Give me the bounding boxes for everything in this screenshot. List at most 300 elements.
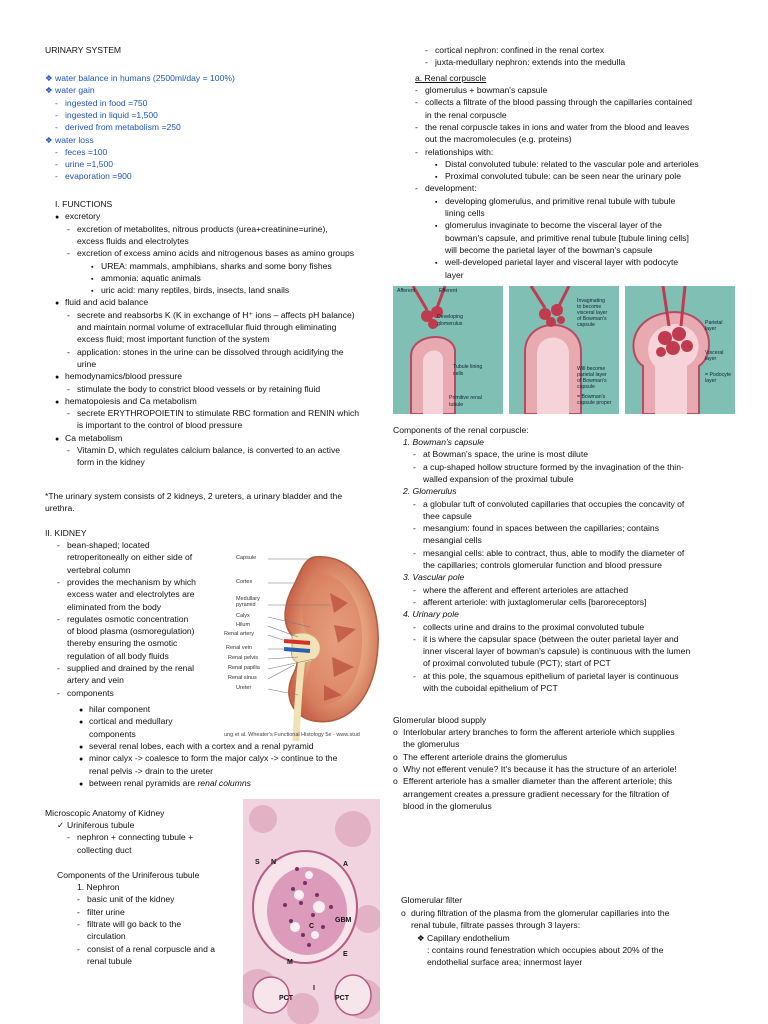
list-item: [67, 235, 189, 247]
bullet-marker: -: [413, 449, 416, 460]
figure-label: Capsule: [236, 555, 257, 561]
bullet-marker: -: [77, 894, 80, 905]
bullet-marker: -: [415, 97, 418, 108]
list-item: [417, 956, 582, 968]
list-item: [57, 687, 114, 699]
figure-label: GBM: [335, 917, 352, 924]
bullet-marker: -: [415, 85, 418, 95]
list-item-text: retroperitoneally on either side of: [67, 552, 193, 563]
list-item-text: excess fluid; most important function of the system: [77, 334, 270, 345]
list-item-text: renal tubule, filtrate passes through 3 layers:: [411, 920, 581, 931]
glomerular-filter-heading: Glomerular filter: [401, 895, 463, 905]
list-item: [413, 645, 690, 657]
list-item-text: the glomerulus: [403, 739, 460, 750]
list-item: [413, 448, 588, 460]
list-item: [417, 932, 510, 944]
list-item: [57, 564, 131, 576]
list-item: [413, 498, 684, 510]
list-item-text: out the macromolecules (e.g. proteins): [425, 134, 572, 145]
kidney-heading: II. KIDNEY: [45, 528, 87, 538]
list-item: [67, 247, 354, 259]
list-item-text: 4. Urinary pole: [403, 609, 459, 620]
list-item-text: afferent arteriole: with juxtaglomerular cells [baroreceptors]: [423, 596, 647, 607]
bullet-marker: -: [67, 309, 70, 320]
list-item-text: components: [89, 728, 136, 739]
list-item-text: at this pole, the squamous epithelium of parietal layer is continuous: [423, 670, 679, 681]
list-item-text: glomerulus + bowman's capsule: [425, 85, 548, 95]
figure-label: layer: [705, 378, 717, 384]
list-item-text: water gain: [55, 85, 95, 96]
list-item-text: developing glomerulus, and primitive renal tubule with tubule: [445, 195, 676, 206]
list-item-text: development:: [425, 183, 477, 194]
list-item-text: eliminated from the body: [67, 601, 162, 612]
figure-label: capsule: [577, 322, 595, 328]
list-item-text: glomerulus invaginate to become the visceral layer of the: [445, 220, 662, 231]
list-item: [413, 559, 662, 571]
list-item: [401, 907, 669, 919]
bullet-marker: -: [55, 171, 58, 182]
list-item-text: 2. Glomerulus: [403, 486, 457, 497]
list-item-text: vertebral column: [67, 564, 131, 575]
list-item: [79, 728, 136, 740]
list-item: [425, 56, 625, 68]
list-item-text: relationships with:: [425, 146, 494, 157]
figure-label: Medullary: [236, 596, 260, 602]
blood-supply-heading: Glomerular blood supply: [393, 715, 487, 725]
bullet-marker: -: [57, 687, 60, 698]
list-item: [393, 436, 484, 448]
list-item-text: lining cells: [445, 208, 485, 218]
list-item-text: hemodynamics/blood pressure: [65, 371, 183, 382]
bullet-marker: ●: [79, 780, 84, 788]
figure-label: Tubule lining: [453, 364, 483, 370]
list-item: [57, 625, 195, 637]
list-item: [67, 358, 96, 370]
list-item: [393, 738, 459, 750]
figure-label: Calyx: [236, 613, 250, 619]
bullet-marker: ▪: [91, 275, 94, 283]
bullet-marker: ●: [55, 374, 60, 382]
list-item: [67, 456, 145, 468]
figure-label: visceral layer: [577, 310, 608, 316]
list-item: [67, 346, 344, 358]
list-item-text: of proximal convoluted tubule (PCT); start of PCT: [423, 658, 611, 669]
list-item-text: : contains round fenestration which occupies about 20% of the: [427, 944, 664, 955]
list-item-text: endothelial surface area; innermost layer: [427, 957, 583, 968]
figure-label: S: [255, 859, 260, 866]
list-item: [67, 444, 340, 456]
list-item-text: a globular tuft of convoluted capillaries that occupies the concavity of: [423, 498, 685, 509]
list-item: [413, 522, 659, 534]
list-item-text: cortical and medullary: [89, 716, 173, 727]
list-item: [393, 800, 492, 812]
list-item: [77, 918, 181, 930]
list-item-text: application: stones in the urine can be dissolved through acidifying the: [77, 346, 344, 357]
list-item: [435, 232, 689, 244]
bullet-marker: -: [67, 383, 70, 394]
list-item-text: artery and vein: [67, 675, 124, 686]
bullet-marker: -: [55, 109, 58, 120]
bullet-marker: -: [57, 540, 60, 550]
list-item-text: excretion of metabolites, nitrous products (urea+creatinine=urine),: [77, 223, 328, 234]
list-item-text: consist of a renal corpuscle and a: [87, 943, 216, 954]
list-item-text: urine =1,500: [65, 159, 114, 170]
list-item-text: renal pelvis -> drain to the ureter: [89, 765, 213, 776]
list-item: [413, 670, 679, 682]
bullet-marker: ❖: [45, 73, 53, 83]
list-item: [79, 777, 251, 791]
bullet-marker: ▪: [435, 198, 438, 206]
list-item-text: thee capsule: [423, 510, 472, 521]
bullet-marker: -: [413, 670, 416, 681]
figure-label: Renal artery: [224, 631, 254, 637]
figure-label: parietal layer: [577, 372, 607, 378]
list-item: [67, 419, 242, 431]
list-item-text: stimulate the body to constrict blood vessels or by retaining fluid: [77, 383, 321, 394]
bullet-marker: -: [413, 596, 416, 607]
doc-title: URINARY SYSTEM: [45, 45, 122, 55]
list-item: [79, 765, 213, 777]
list-item-text: between renal pyramids are: [89, 777, 198, 788]
bullet-marker: -: [55, 122, 58, 133]
system-note-cont: urethra.: [45, 503, 75, 513]
list-item-text: water loss: [55, 134, 94, 145]
list-item: [413, 584, 628, 596]
list-item-text: uric acid: many reptiles, birds, insects, land snails: [101, 285, 290, 296]
list-item-text: walled expansion of the proximal tubule: [423, 473, 574, 484]
list-item-text: collects urine and drains to the proximal convoluted tubule: [423, 621, 645, 632]
list-item-text: thereby ensuring the osmotic: [67, 638, 178, 649]
list-item-text: 1. Bowman's capsule: [403, 437, 484, 447]
list-item: [57, 539, 150, 551]
system-note: *The urinary system consists of 2 kidneys, 2 ureters, a urinary bladder and the: [45, 491, 343, 501]
histology-figure: [243, 799, 380, 1024]
list-item: [393, 608, 459, 620]
list-item: [57, 601, 161, 613]
figure-label: Renal vein: [226, 645, 252, 651]
list-item-text: I. FUNCTIONS: [55, 199, 113, 209]
list-item-text: form in the kidney: [77, 457, 145, 468]
list-item-text: excess water and electrolytes are: [67, 589, 195, 600]
list-item: [57, 613, 188, 625]
uriniferous-components-heading: Components of the Uriniferous tubule: [57, 870, 200, 880]
figure-label: Parietal: [705, 320, 723, 326]
list-item: [393, 775, 672, 787]
bullet-marker: o: [393, 751, 398, 762]
corpuscle-development-figure: [393, 286, 735, 414]
list-item: [67, 333, 270, 345]
list-item-text: layer: [445, 269, 464, 280]
list-item-text: inner visceral layer of bowman's capsule) is continuous with the lumen: [423, 646, 691, 657]
list-item-text: Why not efferent venule? It's because it has the structure of an arteriole!: [403, 763, 677, 774]
figure-label: I: [313, 985, 315, 992]
list-item: [45, 72, 235, 84]
list-item-text: blood in the glomerulus: [403, 800, 492, 811]
list-item: [415, 121, 689, 133]
list-item: [413, 682, 558, 694]
list-item: [417, 944, 663, 956]
list-item: [57, 637, 177, 649]
kidney-illustration: [222, 545, 382, 741]
bullet-marker: ●: [55, 435, 60, 443]
list-item-text: where the afferent and efferent arterioles are attached: [423, 584, 629, 595]
list-item-text: collecting duct: [77, 844, 132, 855]
list-item-text: at Bowman's space, the urine is most dilute: [423, 449, 589, 460]
list-item-text: filter urine: [87, 906, 125, 917]
bullet-marker: ▪: [435, 161, 438, 169]
bullet-marker: ❖: [45, 85, 53, 96]
renal-corpuscle-heading: a. Renal corpuscle: [415, 73, 487, 83]
list-item-text: secrete ERYTHROPOIETIN to stimulate RBC formation and RENIN which: [77, 408, 360, 419]
list-item-text: Efferent arteriole has a smaller diameter than the afferent arteriole; this: [403, 776, 673, 787]
list-item: [55, 97, 147, 109]
list-item: [393, 485, 457, 497]
list-item: [67, 844, 131, 856]
list-item: [415, 146, 493, 158]
corpuscle-components-heading: Components of the renal corpuscle:: [393, 425, 529, 435]
bullet-marker: o: [393, 776, 398, 787]
figure-label: PCT: [279, 995, 293, 1002]
bullet-marker: -: [77, 906, 80, 917]
list-item-text: well-developed parietal layer and visceral layer with podocyte: [445, 257, 679, 268]
bullet-marker: -: [55, 97, 58, 108]
figure-label: Primitive renal: [449, 395, 482, 401]
figure-label: M: [287, 959, 293, 966]
list-item-text: fluid and acid balance: [65, 297, 149, 308]
figure-label: cells: [453, 371, 464, 377]
bullet-marker: -: [415, 146, 418, 157]
list-item-text: excess fluids and electrolytes: [77, 235, 189, 246]
list-item-text: hilar component: [89, 704, 151, 714]
list-item-text: cortical nephron: confined in the renal cortex: [435, 45, 605, 55]
list-item-text: a cup-shaped hollow structure formed by the invagination of the thin-: [423, 461, 684, 472]
bullet-marker: ●: [55, 398, 60, 406]
bullet-marker: -: [413, 461, 416, 472]
list-item-text: with the cuboidal epithelium of PCT: [423, 683, 558, 693]
figure-label: capsule proper: [577, 400, 612, 406]
list-item: [55, 121, 181, 133]
list-item-text: filtrate will go back to the: [87, 918, 182, 929]
list-item: [57, 819, 134, 831]
list-item-text: hematopoiesis and Ca metabolism: [65, 395, 197, 406]
bullet-marker: -: [67, 832, 70, 843]
list-item: [67, 223, 328, 235]
list-item: [77, 943, 215, 955]
bullet-marker: ●: [79, 719, 84, 727]
bullet-marker: -: [67, 223, 70, 234]
list-item-text: of blood plasma (osmoregulation): [67, 626, 195, 637]
list-item: [55, 146, 107, 158]
list-item-text: Proximal convoluted tubule: can be seen near the urinary pole: [445, 171, 681, 182]
list-item: [415, 109, 507, 121]
figure-label: Hilum: [236, 622, 251, 628]
list-item: [401, 919, 580, 931]
list-item: [413, 510, 472, 522]
list-item-text: mesangium: found in spaces between the capillaries; contains: [423, 523, 659, 534]
list-item: [77, 930, 126, 942]
list-item-text: will become the parietal layer of the bowman's capsule: [445, 244, 653, 255]
list-item-text: derived from metabolism =250: [65, 122, 181, 133]
figure-label: Renal pelvis: [228, 655, 258, 661]
list-item-text: ammonia: aquatic animals: [101, 272, 201, 283]
list-item: [67, 881, 120, 893]
list-item: [415, 84, 547, 96]
bullet-marker: ●: [55, 214, 60, 222]
list-item-text: Vitamin D, which regulates calcium balance, is converted to an active: [77, 445, 341, 455]
list-item: [57, 662, 194, 674]
figure-label: Ureter: [236, 685, 252, 691]
list-item: [55, 170, 132, 182]
bullet-marker: -: [67, 248, 70, 259]
bullet-marker: ▪: [91, 288, 94, 296]
list-item-italic: renal columns: [197, 777, 251, 788]
figure-label: Renal papilla: [228, 665, 260, 671]
development-illustration: [393, 286, 735, 414]
bullet-marker: -: [57, 613, 60, 624]
figure-label: E: [343, 951, 348, 958]
list-item: [67, 383, 320, 395]
list-item: [415, 96, 692, 108]
list-item: [435, 256, 678, 270]
bullet-marker: ❖: [45, 134, 53, 145]
list-item-text: minor calyx -> coalesce to form the major calyx -> continue to the: [89, 753, 338, 764]
list-item: [55, 109, 158, 121]
figure-label: capsule: [577, 384, 595, 390]
list-item-text: The efferent arteriole drains the glomerulus: [403, 751, 568, 762]
bullet-marker: -: [67, 445, 70, 455]
list-item-text: ingested in liquid =1,500: [65, 109, 158, 120]
list-item-text: Distal convoluted tubule: related to the vascular pole and arterioles: [445, 158, 699, 169]
figure-label: pyramid: [236, 602, 256, 608]
bullet-marker: -: [67, 346, 70, 357]
figure-label: Efferent: [439, 288, 458, 294]
list-item: [393, 788, 669, 800]
list-item: [435, 269, 464, 281]
figure-label: = Podocyte: [705, 372, 732, 378]
figure-label: Will become: [577, 366, 606, 372]
bullet-marker: -: [425, 57, 428, 68]
list-item: [415, 133, 572, 145]
list-item: [413, 534, 482, 546]
bullet-marker: ✓: [57, 820, 65, 830]
list-item-text: during filtration of the plasma from the glomerular capillaries into the: [411, 908, 670, 918]
list-item: [413, 461, 684, 473]
list-item: [57, 551, 192, 563]
figure-label: = Bowman's: [577, 394, 606, 400]
list-item-text: in the renal corpuscle: [425, 109, 507, 120]
figure-label: glomerulus: [437, 321, 463, 327]
list-item-text: mesangial cells: [423, 535, 482, 546]
list-item-text: evaporation =900: [65, 171, 132, 182]
bullet-marker: ▪: [435, 223, 438, 231]
list-item-text: feces =100: [65, 146, 108, 157]
figure-label: A: [343, 861, 349, 868]
list-item: [45, 134, 94, 146]
list-item-text: circulation: [87, 931, 126, 942]
bullet-marker: ●: [79, 743, 84, 751]
list-item: [57, 674, 124, 686]
bullet-marker: -: [57, 663, 60, 673]
list-item: [435, 207, 485, 219]
list-item-text: supplied and drained by the renal: [67, 663, 195, 673]
bullet-marker: -: [57, 576, 60, 587]
figure-label: Visceral: [705, 350, 724, 356]
list-item: [393, 726, 675, 738]
list-item: [393, 571, 464, 583]
list-item-text: excretory: [65, 211, 101, 222]
list-item-text: it is where the capsular space (between the outer parietal layer and: [423, 633, 679, 644]
figure-label: N: [271, 859, 277, 866]
bullet-marker: -: [77, 943, 80, 954]
list-item-text: bean-shaped; located: [67, 540, 150, 550]
histology-micrograph: [243, 799, 380, 1024]
bullet-marker: -: [413, 584, 416, 595]
bullet-marker: ●: [79, 707, 84, 714]
list-item-text: Uriniferous tubule: [67, 820, 135, 830]
bullet-marker: ●: [79, 756, 84, 764]
figure-label: Developing: [437, 314, 463, 320]
bullet-marker: o: [393, 763, 398, 774]
list-item: [57, 588, 195, 600]
list-item-text: renal tubule: [87, 955, 132, 966]
list-item: [55, 158, 113, 170]
list-item: [45, 84, 95, 96]
list-item: [67, 309, 355, 321]
list-item: [425, 44, 604, 56]
list-item-text: ingested in food =750: [65, 97, 148, 108]
list-item: [45, 198, 112, 210]
bullet-marker: -: [413, 621, 416, 632]
list-item: [413, 473, 573, 485]
list-item-text: bowman's capsule, and primitive renal tubule [tubule lining cells]: [445, 232, 689, 243]
kidney-figure-credit: ung et al. Wheater's Functional Histology 5e - www.stud: [224, 732, 360, 738]
bullet-marker: ●: [55, 300, 60, 308]
figure-label: Invaginating: [577, 298, 605, 304]
bullet-marker: -: [415, 183, 418, 194]
list-item-text: arrangement creates a pressure gradient necessary for the filtration of: [403, 788, 670, 799]
bullet-marker: -: [77, 918, 80, 929]
figure-label: tubule: [449, 402, 464, 408]
bullet-marker: -: [413, 547, 416, 558]
bullet-marker: ▪: [435, 260, 438, 268]
list-item: [57, 576, 196, 588]
list-item-text: excretion of excess amino acids and nitrogenous bases as amino groups: [77, 248, 355, 259]
list-item-text: Interlobular artery branches to form the afferent arteriole which supplies: [403, 727, 675, 737]
list-item: [67, 831, 193, 843]
list-item-text: the capillaries; controls glomerular function and blood pressure: [423, 560, 662, 570]
list-item-text: basic unit of the kidney: [87, 894, 175, 905]
bullet-marker: ▪: [435, 174, 438, 182]
list-item: [413, 633, 679, 645]
list-item: [413, 547, 684, 559]
list-item-text: the renal corpuscle takes in ions and water from the blood and leaves: [425, 121, 690, 132]
figure-label: Afferent: [397, 288, 416, 294]
bullet-marker: -: [425, 45, 428, 55]
list-item: [67, 407, 359, 419]
list-item: [415, 182, 477, 194]
list-item-text: 1. Nephron: [77, 882, 120, 892]
list-item: [57, 650, 169, 662]
list-item: [393, 751, 567, 763]
figure-label: layer: [705, 326, 717, 332]
list-item: [435, 244, 653, 256]
list-item-text: is important to the control of blood pressure: [77, 420, 243, 431]
list-item-text: collects a filtrate of the blood passing through the capillaries contained: [425, 97, 693, 108]
list-item-text: and maintain normal volume of extracellular fluid through eliminating: [77, 322, 337, 332]
list-item-text: provides the mechanism by which: [67, 576, 196, 587]
list-item-text: UREA: mammals, amphibians, sharks and some bony fishes: [101, 260, 332, 271]
micro-anatomy-heading: Microscopic Anatomy of Kidney: [45, 808, 165, 818]
